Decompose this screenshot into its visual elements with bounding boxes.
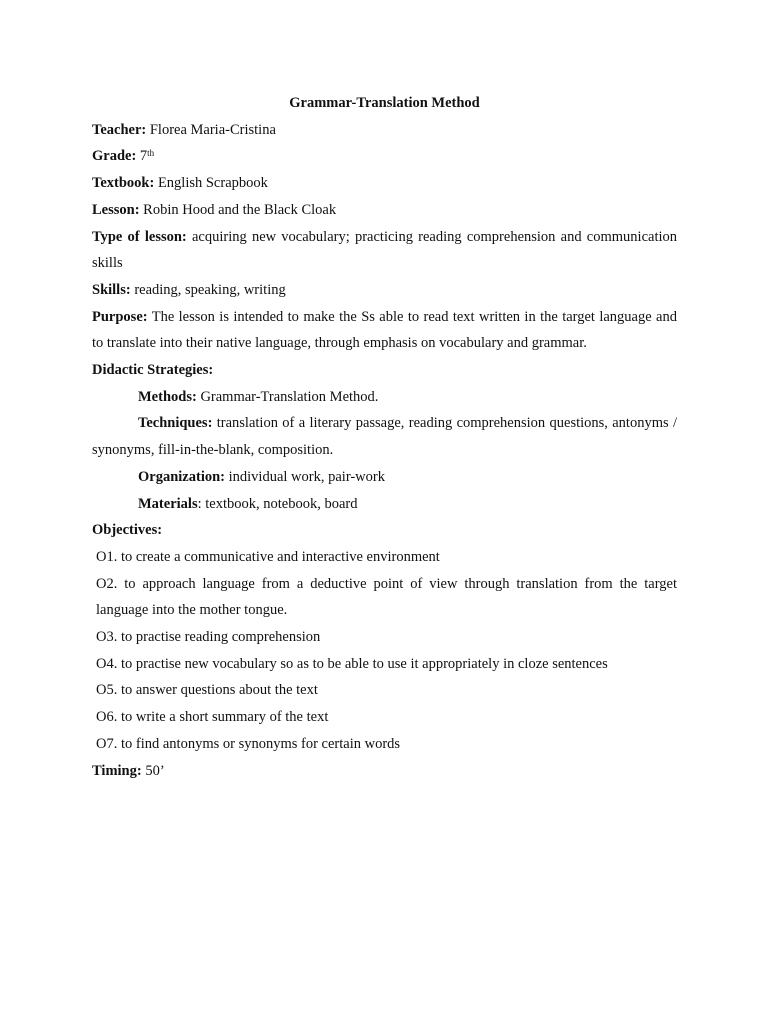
lesson-plan-content (92, 90, 677, 784)
organization-label: Organization: (138, 468, 225, 485)
materials-value: : textbook, notebook, board (197, 495, 358, 512)
grade-line (92, 143, 677, 170)
techniques-paragraph (92, 410, 677, 463)
type-of-lesson-paragraph (92, 224, 677, 277)
skills-label: Skills: (92, 281, 131, 298)
objective-item: O3. to practise reading comprehension (96, 629, 321, 646)
textbook-label: Textbook: (92, 175, 155, 192)
methods-value: Grammar-Translation Method. (200, 388, 379, 405)
materials-label: Materials (138, 495, 198, 512)
objective-item: O2. to approach language from a deductive point of view through translation from the target language into the mother tongue. (96, 575, 677, 619)
lesson-label: Lesson: (92, 201, 140, 218)
grade-label: Grade: (92, 148, 137, 165)
type-of-lesson-label: Type of lesson: (92, 228, 187, 245)
timing-label: Timing: (92, 762, 142, 779)
objective-item: O5. to answer questions about the text (96, 682, 318, 699)
materials-line (92, 491, 677, 518)
grade-value: 7 (139, 148, 148, 165)
grade-superscript: th (147, 148, 155, 159)
organization-line (92, 464, 677, 491)
objectives-heading: Objectives: (92, 522, 163, 539)
techniques-label: Techniques: (138, 415, 213, 432)
textbook-value: English Scrapbook (157, 175, 268, 192)
objective-item: O1. to create a communicative and interactive environment (96, 548, 440, 565)
timing-line (92, 758, 677, 785)
textbook-line (92, 170, 677, 197)
timing-value: 50’ (145, 762, 165, 779)
lesson-value: Robin Hood and the Black Cloak (143, 201, 337, 218)
purpose-paragraph (92, 304, 677, 357)
teacher-value: Florea Maria-Cristina (149, 121, 276, 138)
purpose-value: The lesson is intended to make the Ss able to read text written in the target language and to translate into their native language, through emphasis on vocabulary and grammar. (92, 308, 677, 352)
skills-line (92, 277, 677, 304)
objective-item: O4. to practise new vocabulary so as to be able to use it appropriately in cloze sentences (96, 655, 608, 672)
organization-value: individual work, pair-work (228, 468, 385, 485)
methods-line (92, 384, 677, 411)
teacher-label: Teacher: (92, 121, 147, 138)
type-of-lesson-value: acquiring new vocabulary; practicing reading comprehension and communication skills (92, 228, 677, 272)
skills-value: reading, speaking, writing (134, 281, 286, 298)
purpose-label: Purpose: (92, 308, 148, 325)
didactic-strategies-heading: Didactic Strategies: (92, 362, 214, 379)
techniques-value: translation of a literary passage, reading comprehension questions, antonyms / synonyms, fill-in-the-blank, composition. (92, 415, 678, 459)
methods-label: Methods: (138, 388, 197, 405)
document-title: Grammar-Translation Method (289, 95, 480, 111)
teacher-line (92, 117, 677, 144)
objective-item: O6. to write a short summary of the text (96, 709, 329, 726)
objective-item: O7. to find antonyms or synonyms for certain words (96, 735, 401, 752)
lesson-line (92, 197, 677, 224)
